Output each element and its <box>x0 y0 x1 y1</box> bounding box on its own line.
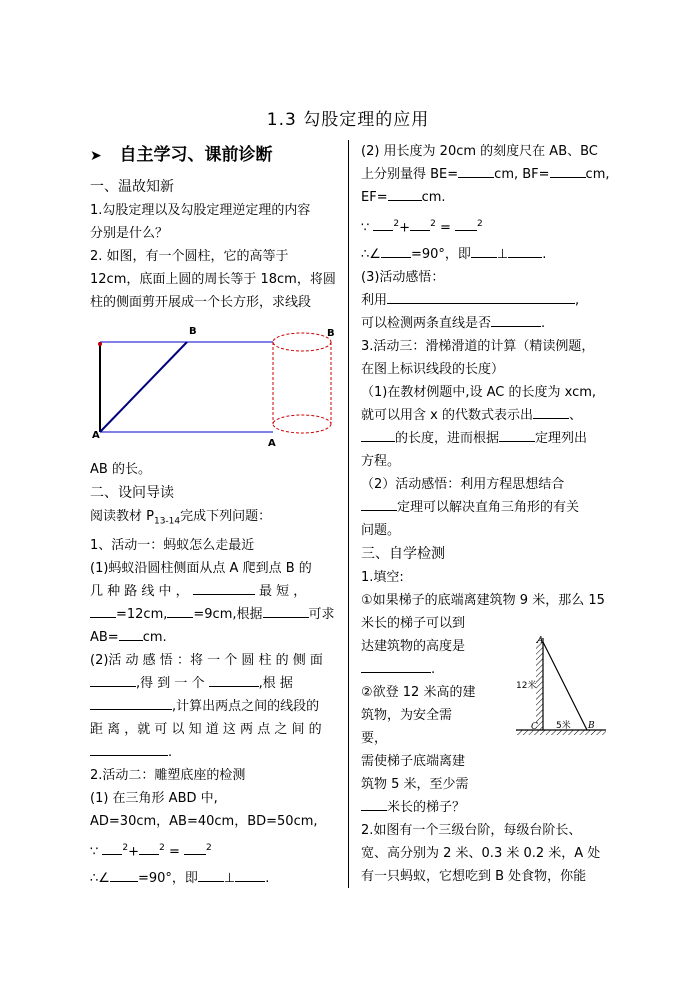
r-conclusion: ∴∠ =90°，即 ⊥ . <box>361 243 607 266</box>
fill-1-line-3: 达建筑物的高度是 <box>361 639 466 655</box>
activity-1-q1-line-1: (1)蚂蚁沿圆柱侧面从点 A 爬到点 B 的 <box>90 560 312 576</box>
label-a: A <box>537 636 544 647</box>
activity-1-q1-line-4: AB= cm. <box>90 626 336 649</box>
activity-3-q2-line-3: 问题。 <box>361 523 401 539</box>
activity-2-equation: ∵ $^2$+ $^2$ = $^2$ <box>90 837 336 863</box>
activity-3-q1-line-4: 方程。 <box>361 454 401 470</box>
r-insight-use: 利用 , <box>361 289 607 312</box>
r-line-1: (2) 用长度为 20cm 的刻度尺在 AB、BC <box>361 144 598 159</box>
section-self-check: 三、自学检测 <box>361 546 445 563</box>
blank[interactable] <box>361 427 395 442</box>
fill-2-line-2: 筑物，为安全需 <box>361 708 453 724</box>
activity-1-q2-line-1: (2)活 动 感 悟 ：将 一 个 圆 柱 的 侧 面 <box>90 652 323 668</box>
question-1-line-1: 1.勾股定理以及勾股定理逆定理的内容 <box>90 203 311 218</box>
activity-2-line-1: (1) 在三角形 ABD 中, <box>90 790 218 806</box>
label-12m: 12米 <box>516 681 537 692</box>
fill-2-line-1: ②欲登 12 米高的建 <box>361 685 476 701</box>
r-insight: (3)活动感悟： <box>361 270 445 286</box>
label-5m: 5米 <box>556 721 571 732</box>
activity-3-title-1: 3.活动三：滑梯滑道的计算（精读例题， <box>361 339 595 355</box>
blank[interactable] <box>198 867 224 882</box>
question-2-line-2: 12cm，底面上圆的周长等于 18cm，将圆 <box>90 272 336 287</box>
activity-1-title: 1、活动一：蚂蚁怎么走最近 <box>90 537 255 553</box>
question-2-line-4: AB 的长。 <box>90 462 151 477</box>
blank[interactable] <box>533 404 569 419</box>
r-line-3: EF= cm. <box>361 186 607 209</box>
section-heading: ➤ 自主学习、课前诊断 <box>90 145 273 165</box>
blank[interactable] <box>550 163 586 178</box>
activity-3-title-2: 在图上标识线段的长度） <box>361 362 505 378</box>
corner-dot <box>98 342 102 346</box>
blank[interactable] <box>508 243 542 258</box>
blank[interactable] <box>139 840 159 855</box>
blank[interactable] <box>410 216 430 231</box>
question-1-line-2: 分别是什么？ <box>90 226 169 241</box>
section-review: 一、温故知新 <box>90 179 174 195</box>
activity-3-q1-line-2: 就可以用含 x 的代数式表示出 、 <box>361 404 607 427</box>
blank[interactable] <box>119 626 143 641</box>
activity-3-q2-line-2: 定理可以解决直角三角形的有关 <box>361 496 607 519</box>
blank[interactable] <box>361 796 387 811</box>
wall-hatch <box>536 638 543 730</box>
blank[interactable] <box>471 243 497 258</box>
activity-1-q2-line-2: ,得 到 一 个 ,根 据 <box>90 672 336 695</box>
label-a-rect: A <box>92 430 100 441</box>
blank[interactable] <box>167 603 193 618</box>
blank[interactable] <box>388 186 422 201</box>
label-a-cyl: A <box>268 438 276 449</box>
ladder-line <box>543 642 587 730</box>
blank[interactable] <box>90 672 136 687</box>
question-2-line-1: 2. 如图，有一个圆柱，它的高等于 <box>90 249 289 264</box>
question-2-line-3: 柱的侧面剪开展成一个长方形，求线段 <box>90 295 312 310</box>
activity-3-q2-line-1: （2）活动感悟：利用方程思想结合 <box>361 477 565 493</box>
column-divider <box>348 140 349 888</box>
fill-2-line-6: 米长的梯子？ <box>361 796 607 819</box>
blank[interactable] <box>361 658 431 673</box>
blank[interactable] <box>184 840 206 855</box>
ladder-problem-block <box>361 612 607 819</box>
arrow-bullet-icon: ➤ <box>90 148 102 164</box>
blank[interactable] <box>90 741 168 756</box>
q2-line-2: 宽、高分别为 2 米、0.3 米 0.2 米，A 处 <box>361 846 601 862</box>
blank[interactable] <box>373 216 393 231</box>
fill-1-line-1: ①如果梯子的底端离建筑物 9 米，那么 15 <box>361 593 605 609</box>
left-column <box>90 140 336 890</box>
blank[interactable] <box>263 603 309 618</box>
q2-line-3: 有一只蚂蚁，它想吃到 B 处食物，你能 <box>361 869 587 885</box>
fill-2-line-5: 筑物 5 米，至少需 <box>361 777 469 793</box>
right-column <box>361 140 610 888</box>
blank[interactable] <box>499 427 535 442</box>
blank[interactable] <box>361 496 397 511</box>
blank[interactable] <box>458 163 494 178</box>
blank[interactable] <box>193 580 255 595</box>
activity-1-q1-line-2: 几 种 路 线 中 ， 最 短 ， <box>90 580 336 603</box>
activity-1-q1-line-3: =12cm, =9cm,根据 可求 <box>90 603 336 626</box>
activity-2-title: 2.活动二：雕塑底座的检测 <box>90 767 246 783</box>
cylinder-unfold-figure <box>90 320 336 448</box>
blank[interactable] <box>102 840 122 855</box>
blank[interactable] <box>235 867 265 882</box>
activity-1-q2-line-5: . <box>90 741 336 764</box>
activity-1-q2-line-4: 距 离 ，就 可 以 知 道 这 两 点 之 间 的 <box>90 721 322 737</box>
fill-1-line-4: . <box>361 658 607 681</box>
activity-2-conclusion: ∴∠ =90°，即 ⊥ . <box>90 867 336 890</box>
reading-instruction: 阅读教材 $P_{13-14}$完成下列问题： <box>90 509 272 527</box>
activity-1-q2-line-3: ,计算出两点之间的线段的 <box>90 695 336 718</box>
label-b-cyl: B <box>327 328 335 339</box>
fill-in-title: 1.填空: <box>361 570 404 586</box>
q2-line-1: 2.如图有一个三级台阶，每级台阶长、 <box>361 823 582 839</box>
activity-3-q1-line-1: （1)在教材例题中,设 AC 的长度为 xcm, <box>361 385 597 401</box>
activity-3-q1-line-3: 的长度，进而根据 定理列出 <box>361 427 607 450</box>
section-guided: 二、设问导读 <box>90 485 174 501</box>
blank[interactable] <box>381 243 411 258</box>
fill-2-line-4: 需使梯子底端离建 <box>361 754 466 770</box>
page-title: 1.3 勾股定理的应用 <box>266 110 430 130</box>
blank[interactable] <box>387 289 575 304</box>
blank[interactable] <box>491 312 541 327</box>
ladder-figure <box>486 636 611 746</box>
r-line-2: 上分别量得 BE= cm, BF= cm, <box>361 163 607 186</box>
blank[interactable] <box>90 603 116 618</box>
activity-2-line-2: AD=30cm，AB=40cm，BD=50cm, <box>90 813 318 829</box>
blank[interactable] <box>110 867 138 882</box>
fill-1-line-2: 米长的梯子可以到 <box>361 616 466 632</box>
label-b-rect: B <box>189 326 197 337</box>
label-b: B <box>588 721 595 732</box>
r-equation: ∵ $^2$+ $^2$ = $^2$ <box>361 213 607 239</box>
blank[interactable] <box>209 672 259 687</box>
label-c: C <box>531 722 538 733</box>
blank[interactable] <box>90 695 172 710</box>
fill-2-line-3: 要， <box>361 731 388 747</box>
r-insight-check: 可以检测两条直线是否 . <box>361 312 607 335</box>
blank[interactable] <box>455 216 477 231</box>
